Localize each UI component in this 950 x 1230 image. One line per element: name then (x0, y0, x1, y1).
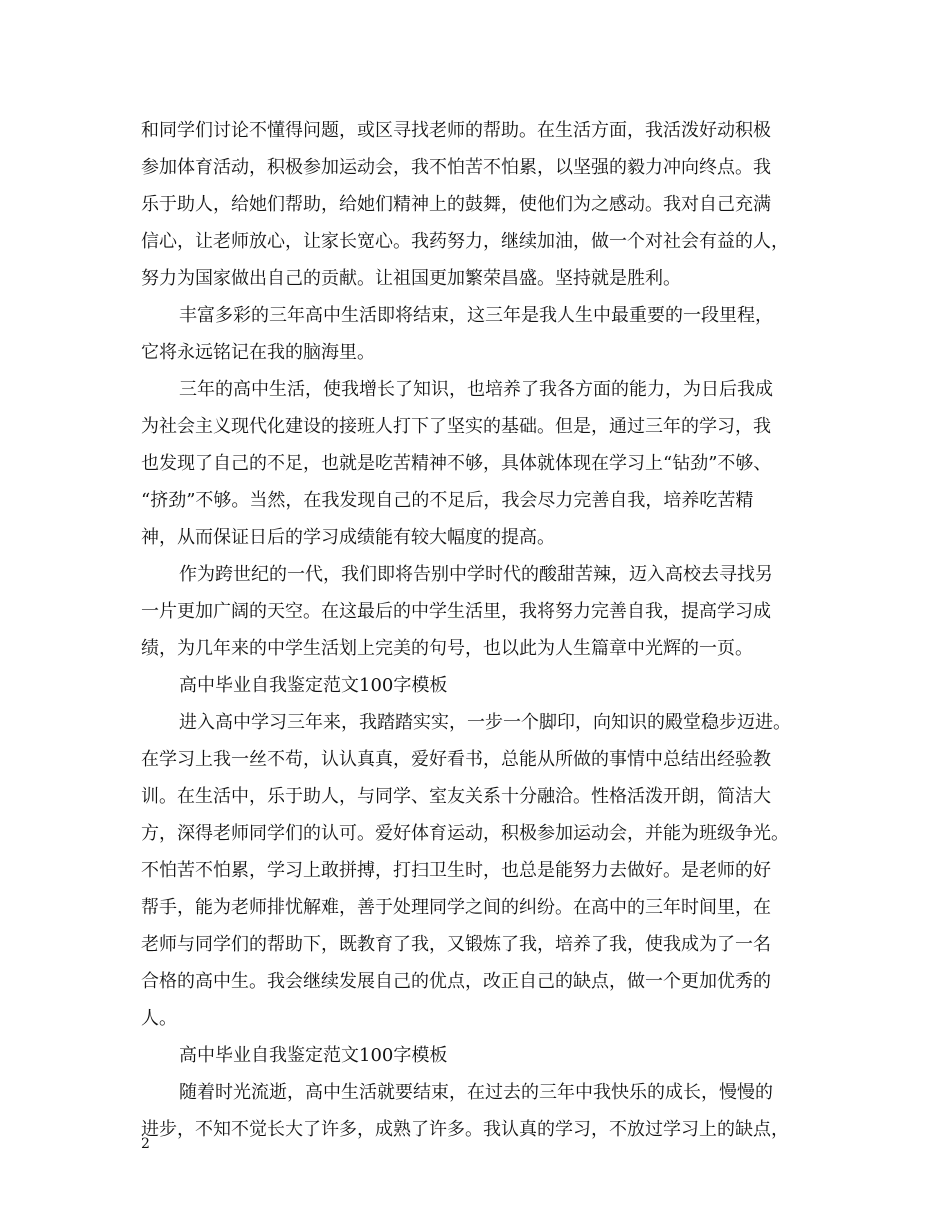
text-line: 也发现了自己的不足，也就是吃苦精神不够，具体就体现在学习上“钻劲”不够、 (141, 453, 772, 474)
text-line: 它将永远铭记在我的脑海里。 (141, 342, 375, 363)
page-number: 2 (141, 1136, 150, 1152)
text-line: 方，深得老师同学们的认可。爱好体育运动，积极参加运动会，并能为班级争光。 (141, 823, 789, 844)
text-line: 帮手，能为老师排忧解难，善于处理同学之间的纠纷。在高中的三年时间里，在 (141, 897, 771, 918)
section-heading: 高中毕业自我鉴定范文100字模板 (179, 675, 448, 696)
paragraph-first-line: 进入高中学习三年来，我踏踏实实，一步一个脚印，向知识的殿堂稳步迈进。 (179, 712, 791, 733)
text-line: 神，从而保证日后的学习成绩能有较大幅度的提高。 (141, 527, 555, 548)
text-line: 信心，让老师放心，让家长宽心。我药努力，继续加油，做一个对社会有益的人， (141, 231, 789, 252)
text-line: 绩，为几年来的中学生活划上完美的句号，也以此为人生篇章中光辉的一页。 (141, 638, 753, 659)
text-line: 合格的高中生。我会继续发展自己的优点，改正自己的缺点，做一个更加优秀的 (141, 971, 771, 992)
text-line: 老师与同学们的帮助下，既教育了我，又锻炼了我，培养了我，使我成为了一名 (141, 934, 771, 955)
text-line: “挤劲”不够。当然，在我发现自己的不足后，我会尽力完善自我，培养吃苦精 (141, 490, 754, 511)
text-line: 一片更加广阔的天空。在这最后的中学生活里，我将努力完善自我，提高学习成 (141, 601, 771, 622)
text-line: 训。在生活中，乐于助人，与同学、室友关系十分融洽。性格活泼开朗，简洁大 (141, 786, 771, 807)
document-body (141, 112, 817, 1148)
text-line: 参加体育活动，积极参加运动会，我不怕苦不怕累，以坚强的毅力冲向终点。我 (141, 157, 771, 178)
text-line: 为社会主义现代化建设的接班人打下了坚实的基础。但是，通过三年的学习，我 (141, 416, 771, 437)
paragraph-first-line: 随着时光流逝，高中生活就要结束，在过去的三年中我快乐的成长，慢慢的 (179, 1082, 773, 1103)
text-line: 乐于助人，给她们帮助，给她们精神上的鼓舞，使他们为之感动。我对自己充满 (141, 194, 771, 215)
paragraph-first-line: 作为跨世纪的一代，我们即将告别中学时代的酸甜苦辣，迈入高校去寻找另 (179, 564, 773, 585)
section-heading: 高中毕业自我鉴定范文100字模板 (179, 1045, 448, 1066)
text-line: 不怕苦不怕累，学习上敢拼搏，打扫卫生时，也总是能努力去做好。是老师的好 (141, 860, 771, 881)
text-line: 进步，不知不觉长大了许多，成熟了许多。我认真的学习，不放过学习上的缺点， (141, 1119, 789, 1140)
text-line: 和同学们讨论不懂得问题，或区寻找老师的帮助。在生活方面，我活泼好动积极 (141, 120, 771, 141)
paragraph-first-line: 三年的高中生活，使我增长了知识，也培养了我各方面的能力，为日后我成 (179, 379, 773, 400)
text-line: 在学习上我一丝不苟，认认真真，爱好看书，总能从所做的事情中总结出经验教 (141, 749, 771, 770)
paragraph-first-line: 丰富多彩的三年高中生活即将结束，这三年是我人生中最重要的一段里程， (179, 305, 773, 326)
text-line: 人。 (141, 1008, 177, 1029)
text-line: 努力为国家做出自己的贡献。让祖国更加繁荣昌盛。坚持就是胜利。 (141, 268, 681, 289)
